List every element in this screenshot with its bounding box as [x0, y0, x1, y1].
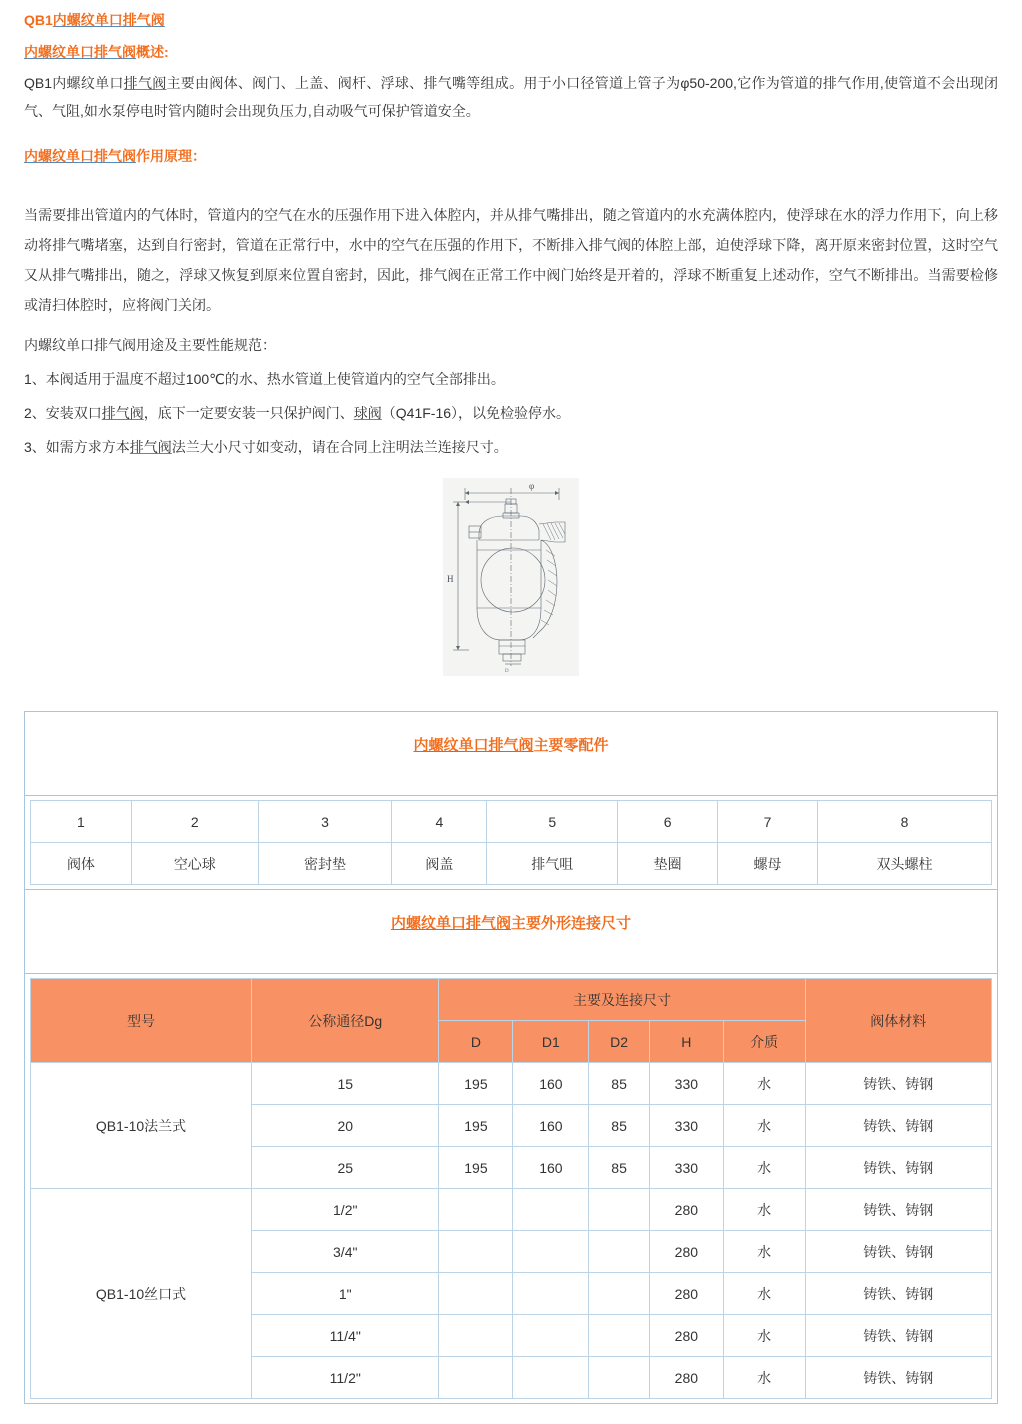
dims-d-cell: [439, 1273, 513, 1315]
dims-model-cell: QB1-10法兰式: [31, 1063, 252, 1189]
dims-dg-cell: 3/4": [252, 1231, 439, 1273]
part-name-cell: 密封垫: [258, 843, 392, 885]
spacer: [24, 128, 998, 138]
dims-material-cell: 铸铁、铸钢: [805, 1357, 991, 1399]
table-row: [31, 1063, 992, 1105]
dims-dg-cell: 11/4": [252, 1315, 439, 1357]
dims-header-dg: 公称通径Dg: [252, 979, 439, 1063]
dims-medium-cell: 水: [723, 1357, 805, 1399]
dims-header-row-1: [31, 979, 992, 1021]
part-name-cell: 空心球: [131, 843, 258, 885]
dims-material-cell: 铸铁、铸钢: [805, 1315, 991, 1357]
dims-table-title: [25, 889, 997, 974]
dims-d1-cell: 160: [513, 1063, 589, 1105]
list-item-2-c: （Q41F-16），以免检验停水。: [381, 405, 571, 421]
part-number-cell: 8: [818, 801, 992, 843]
dims-dg-cell: 1/2": [252, 1189, 439, 1231]
part-number-cell: 2: [131, 801, 258, 843]
dims-d-cell: [439, 1357, 513, 1399]
dims-h-cell: 280: [649, 1273, 723, 1315]
paragraph-overview-a: QB1内螺纹单口: [24, 75, 124, 91]
dims-material-cell: 铸铁、铸钢: [805, 1189, 991, 1231]
tables-frame: [24, 711, 998, 1404]
dims-header-group: 主要及连接尺寸: [439, 979, 805, 1021]
dims-medium-cell: 水: [723, 1189, 805, 1231]
dimensions-table: [30, 978, 992, 1399]
part-name-cell: 阀体: [31, 843, 132, 885]
dims-h-cell: 280: [649, 1357, 723, 1399]
list-item-2-b: ，底下一定要安装一只保护阀门、: [143, 405, 354, 421]
paragraph-overview-b: 主要由阀体、阀门、上盖、阀杆、浮球、排气嘴等组成。用于小口径管道上管子为φ50-200,它作为管道的排气作用,使管道不会出现闭气、气阻,如水泵停电时管内随时会出现负压力,自动吸气可保护管道安全。: [24, 75, 999, 119]
dims-subheader-D2: D2: [589, 1021, 650, 1063]
parts-table: [30, 800, 992, 885]
part-number-cell: 6: [618, 801, 718, 843]
valve-technical-drawing: [443, 478, 579, 676]
dims-header-material: 阀体材料: [805, 979, 991, 1063]
section-heading-principle-link[interactable]: 内螺纹单口排气阀: [24, 148, 136, 164]
part-number-cell: 4: [392, 801, 487, 843]
dims-dg-cell: 25: [252, 1147, 439, 1189]
dims-d-cell: 195: [439, 1063, 513, 1105]
dims-d2-cell: 85: [589, 1063, 650, 1105]
dims-material-cell: 铸铁、铸钢: [805, 1273, 991, 1315]
dims-d-cell: [439, 1189, 513, 1231]
dims-h-cell: 330: [649, 1063, 723, 1105]
part-number-cell: 5: [487, 801, 618, 843]
dims-d1-cell: [513, 1189, 589, 1231]
list-item-3-b: 法兰大小尺寸如变动，请在合同上注明法兰连接尺寸。: [171, 439, 508, 455]
dims-d2-cell: [589, 1315, 650, 1357]
dims-medium-cell: 水: [723, 1231, 805, 1273]
dims-table-title-rest: 主要外形连接尺寸: [511, 915, 632, 932]
dims-dg-cell: 1": [252, 1273, 439, 1315]
dims-subheader-medium: 介质: [723, 1021, 805, 1063]
dims-subheader-H: H: [649, 1021, 723, 1063]
parts-table-title: [25, 712, 997, 796]
dims-d1-cell: 160: [513, 1105, 589, 1147]
dims-d-cell: 195: [439, 1147, 513, 1189]
part-name-cell: 垫圈: [618, 843, 718, 885]
dims-medium-cell: 水: [723, 1105, 805, 1147]
inline-link-exhaust-valve-3[interactable]: 排气阀: [129, 439, 172, 455]
figure-container: [0, 464, 1022, 697]
dims-d1-cell: 160: [513, 1147, 589, 1189]
table-row-part-numbers: [31, 801, 992, 843]
dims-h-cell: 280: [649, 1231, 723, 1273]
list-item-1: 1、本阀适用于温度不超过100℃的水、热水管道上使管道内的空气全部排出。: [24, 371, 505, 387]
page-title-prefix: QB1: [24, 12, 53, 28]
list-item-3: [24, 430, 998, 464]
dims-d2-cell: [589, 1189, 650, 1231]
page-title-link[interactable]: 内螺纹单口排气阀: [52, 12, 165, 28]
dims-d2-cell: [589, 1357, 650, 1399]
dims-d-cell: 195: [439, 1105, 513, 1147]
dims-material-cell: 铸铁、铸钢: [805, 1105, 991, 1147]
dims-d2-cell: [589, 1231, 650, 1273]
dims-medium-cell: 水: [723, 1315, 805, 1357]
dims-d1-cell: [513, 1273, 589, 1315]
dims-header-model: 型号: [31, 979, 252, 1063]
dims-subheader-D1: D1: [513, 1021, 589, 1063]
dims-dg-cell: 15: [252, 1063, 439, 1105]
dims-h-cell: 330: [649, 1147, 723, 1189]
spacer: [24, 170, 998, 198]
dims-d1-cell: [513, 1231, 589, 1273]
list-item-2: [24, 396, 998, 430]
section-heading-overview-rest: 概述:: [136, 44, 169, 60]
dims-material-cell: 铸铁、铸钢: [805, 1231, 991, 1273]
paragraph-usage-intro: 内螺纹单口排气阀用途及主要性能规范：: [24, 337, 276, 353]
dims-d2-cell: 85: [589, 1147, 650, 1189]
list-item-3-a: 3、如需方求方本: [24, 439, 130, 455]
dims-d-cell: [439, 1231, 513, 1273]
dims-d2-cell: 85: [589, 1105, 650, 1147]
dims-subheader-D: D: [439, 1021, 513, 1063]
dims-material-cell: 铸铁、铸钢: [805, 1063, 991, 1105]
article-body: [0, 0, 1022, 464]
dims-medium-cell: 水: [723, 1063, 805, 1105]
dims-h-cell: 280: [649, 1315, 723, 1357]
figure-label-d: D: [505, 669, 509, 674]
dims-dg-cell: 11/2": [252, 1357, 439, 1399]
page-title: [24, 0, 998, 34]
dims-material-cell: 铸铁、铸钢: [805, 1147, 991, 1189]
section-heading-principle-rest: 作用原理：: [136, 148, 206, 164]
inline-link-exhaust-valve-1[interactable]: 排气阀: [123, 75, 167, 91]
figure-label-h: H: [447, 574, 454, 584]
list-item-2-a: 2、安装双口: [24, 405, 102, 421]
part-name-cell: 排气咀: [487, 843, 618, 885]
section-heading-overview: [24, 34, 998, 66]
dims-dg-cell: 20: [252, 1105, 439, 1147]
table-row: [31, 1189, 992, 1231]
figure-label-phi: φ: [529, 481, 535, 491]
dims-h-cell: 280: [649, 1189, 723, 1231]
dims-model-cell: QB1-10丝口式: [31, 1189, 252, 1399]
paragraph-overview: [24, 66, 998, 128]
part-name-cell: 双头螺柱: [818, 843, 992, 885]
dims-medium-cell: 水: [723, 1147, 805, 1189]
paragraph-principle: 当需要排出管道内的气体时，管道内的空气在水的压强作用下进入体腔内，并从排气嘴排出，随之管道内的水充满体腔内，使浮球在水的浮力作用下，向上移动将排气嘴堵塞，达到自行密封，管道在正常行中，水中的空气在压强的作用下，不断排入排气阀的体腔上部，迫使浮球下降，离开原来密封位置，这时空气又从排气嘴排出，随之，浮球又恢复到原来位置自密封，因此，排气阀在正常工作中阀门始终是开着的，浮球不断重复上述动作，空气不断排出。当需要检修或清扫体腔时，应将阀门关闭。: [24, 207, 998, 313]
section-heading-principle: [24, 138, 998, 170]
parts-table-title-rest: 主要零配件: [533, 737, 609, 754]
inline-link-exhaust-valve-2[interactable]: 排气阀: [101, 405, 144, 421]
part-number-cell: 7: [718, 801, 818, 843]
part-name-cell: 阀盖: [392, 843, 487, 885]
inline-link-ball-valve[interactable]: 球阀: [353, 405, 382, 421]
dims-table-title-link[interactable]: 内螺纹单口排气阀: [390, 915, 511, 932]
part-name-cell: 螺母: [718, 843, 818, 885]
dims-d2-cell: [589, 1273, 650, 1315]
dims-d-cell: [439, 1315, 513, 1357]
part-number-cell: 1: [31, 801, 132, 843]
dims-h-cell: 330: [649, 1105, 723, 1147]
dims-medium-cell: 水: [723, 1273, 805, 1315]
part-number-cell: 3: [258, 801, 392, 843]
section-heading-overview-link[interactable]: 内螺纹单口排气阀: [24, 44, 136, 60]
dims-d1-cell: [513, 1315, 589, 1357]
table-row-part-names: [31, 843, 992, 885]
dims-d1-cell: [513, 1357, 589, 1399]
parts-table-title-link[interactable]: 内螺纹单口排气阀: [413, 737, 534, 754]
